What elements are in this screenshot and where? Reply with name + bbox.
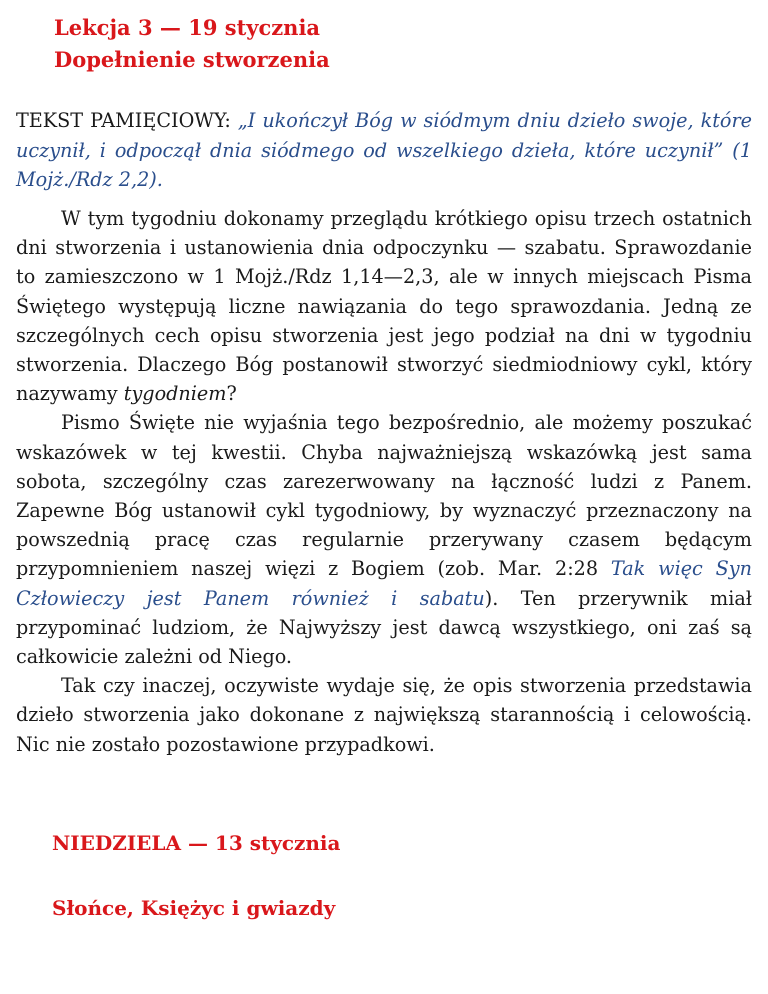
paragraph-1 <box>16 204 752 408</box>
paragraph-2 <box>16 408 752 671</box>
paragraph-2-text: Pismo Święte nie wyjaśnia tego bezpośrednio, ale możemy poszukać wskazówek w tej kwestii. Chyba najważniejszą wskazówką jest sama sobota, szczególny czas zarezerwowany na łączność ludzi z Panem. Zapewne Bóg ustanowił cykl tygodniowy, by wyznaczyć przeznaczony na powszednią pracę czas regularnie przerywany czasem będącym przypomnieniem naszej więzi z Bogiem (zob. Mar. 2:28 <box>16 411 752 581</box>
lesson-subtitle: Dopełnienie stworzenia <box>54 47 330 72</box>
paragraph-3: Tak czy inaczej, oczywiste wydaje się, że opis stworzenia przedstawia dzieło stworzenia jako dokonane z największą starannością i celowością. Nic nie zostało pozostawione przypadkowi. <box>16 674 752 756</box>
sunday-title: Słońce, Księżyc i gwiazdy <box>52 896 336 920</box>
memory-text-block <box>16 106 752 195</box>
memory-text-label: TEKST PAMIĘCIOWY: <box>16 109 238 132</box>
paragraph-2-quote: Tak więc Syn Człowieczy jest Panem również i sabatu <box>16 557 752 610</box>
lesson-intro-body <box>16 204 752 759</box>
paragraph-2-end: ). Ten przerywnik miał przypominać ludziom, że Najwyższy jest dawcą wszystkiego, oni zaś są całkowicie zależni od Niego. <box>16 586 752 669</box>
sunday-heading: NIEDZIELA — 13 stycznia <box>52 831 341 855</box>
lesson-header <box>54 12 330 76</box>
paragraph-1-text: W tym tygodniu dokonamy przeglądu krótkiego opisu trzech ostatnich dni stworzenia i ustanowienia dnia odpoczynku — szabatu. Sprawozdanie to zamieszczono w 1 Mojż./Rdz 1,14—2,3, ale w innych miejscach Pisma Świętego występują liczne nawiązania do tego sprawozdania. Jedną ze szczególnych cech opisu stworzenia jest jego podział na dni w tygodniu stworzenia. Dlaczego Bóg postanowił stworzyć siedmiodniowy cykl, który nazywamy <box>16 207 752 406</box>
lesson-title: Lekcja 3 — 19 stycznia <box>54 15 321 40</box>
paragraph-1-emphasis: tygodniem <box>123 382 227 406</box>
paragraph-1-end: ? <box>226 382 237 406</box>
memory-text-quote: „I ukończył Bóg w siódmym dniu dzieło swoje, które uczynił, i odpoczął dnia siódmego od wszelkiego dzieła, które uczynił” (1 Mojż./Rdz 2,2). <box>16 109 752 191</box>
